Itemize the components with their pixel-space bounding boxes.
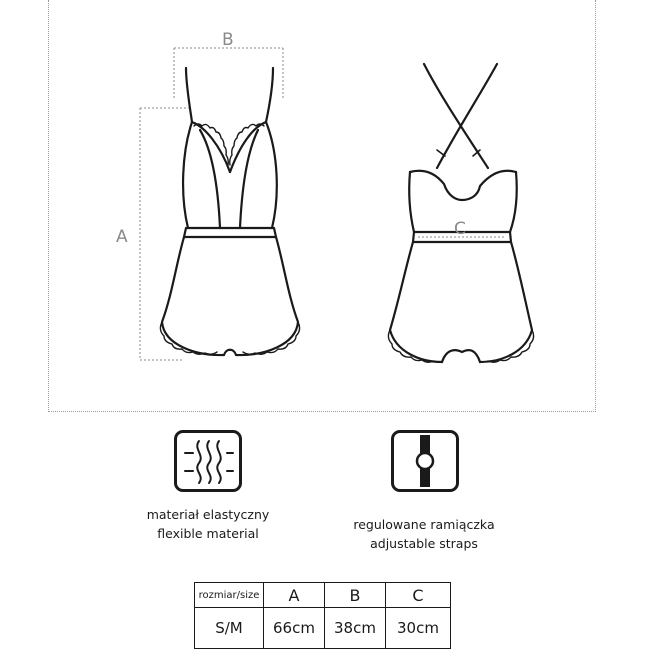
size-table-cell-size: S/M	[195, 608, 264, 649]
adjustable-straps-label-pl: regulowane ramiączka	[353, 517, 495, 532]
size-table-cell-a: 66cm	[264, 608, 325, 649]
back-view-bodysuit	[388, 64, 533, 362]
adjustable-straps-label-en: adjustable straps	[370, 536, 478, 551]
dimension-b-line	[174, 48, 283, 100]
adjustable-straps-caption	[334, 515, 514, 553]
adjustable-strap-icon	[391, 430, 459, 492]
front-view-bodysuit	[160, 68, 299, 355]
size-table-cell-c: 30cm	[386, 608, 451, 649]
elastic-material-caption	[128, 505, 288, 543]
size-table-header-size: rozmiar/size	[195, 583, 264, 608]
elastic-material-icon	[174, 430, 242, 492]
dimension-a-line	[140, 108, 190, 360]
size-table	[194, 582, 451, 649]
dimension-label-c: C	[454, 219, 466, 239]
dimension-label-b: B	[222, 30, 234, 50]
size-table-header-row	[195, 583, 451, 608]
dimension-label-a: A	[116, 227, 128, 247]
elastic-material-label-en: flexible material	[157, 526, 259, 541]
size-table-cell-b: 38cm	[325, 608, 386, 649]
elastic-material-label-pl: materiał elastyczny	[146, 507, 270, 522]
size-table-header-c: C	[386, 583, 451, 608]
table-row	[195, 608, 451, 649]
size-table-header-b: B	[325, 583, 386, 608]
size-table-header-a: A	[264, 583, 325, 608]
